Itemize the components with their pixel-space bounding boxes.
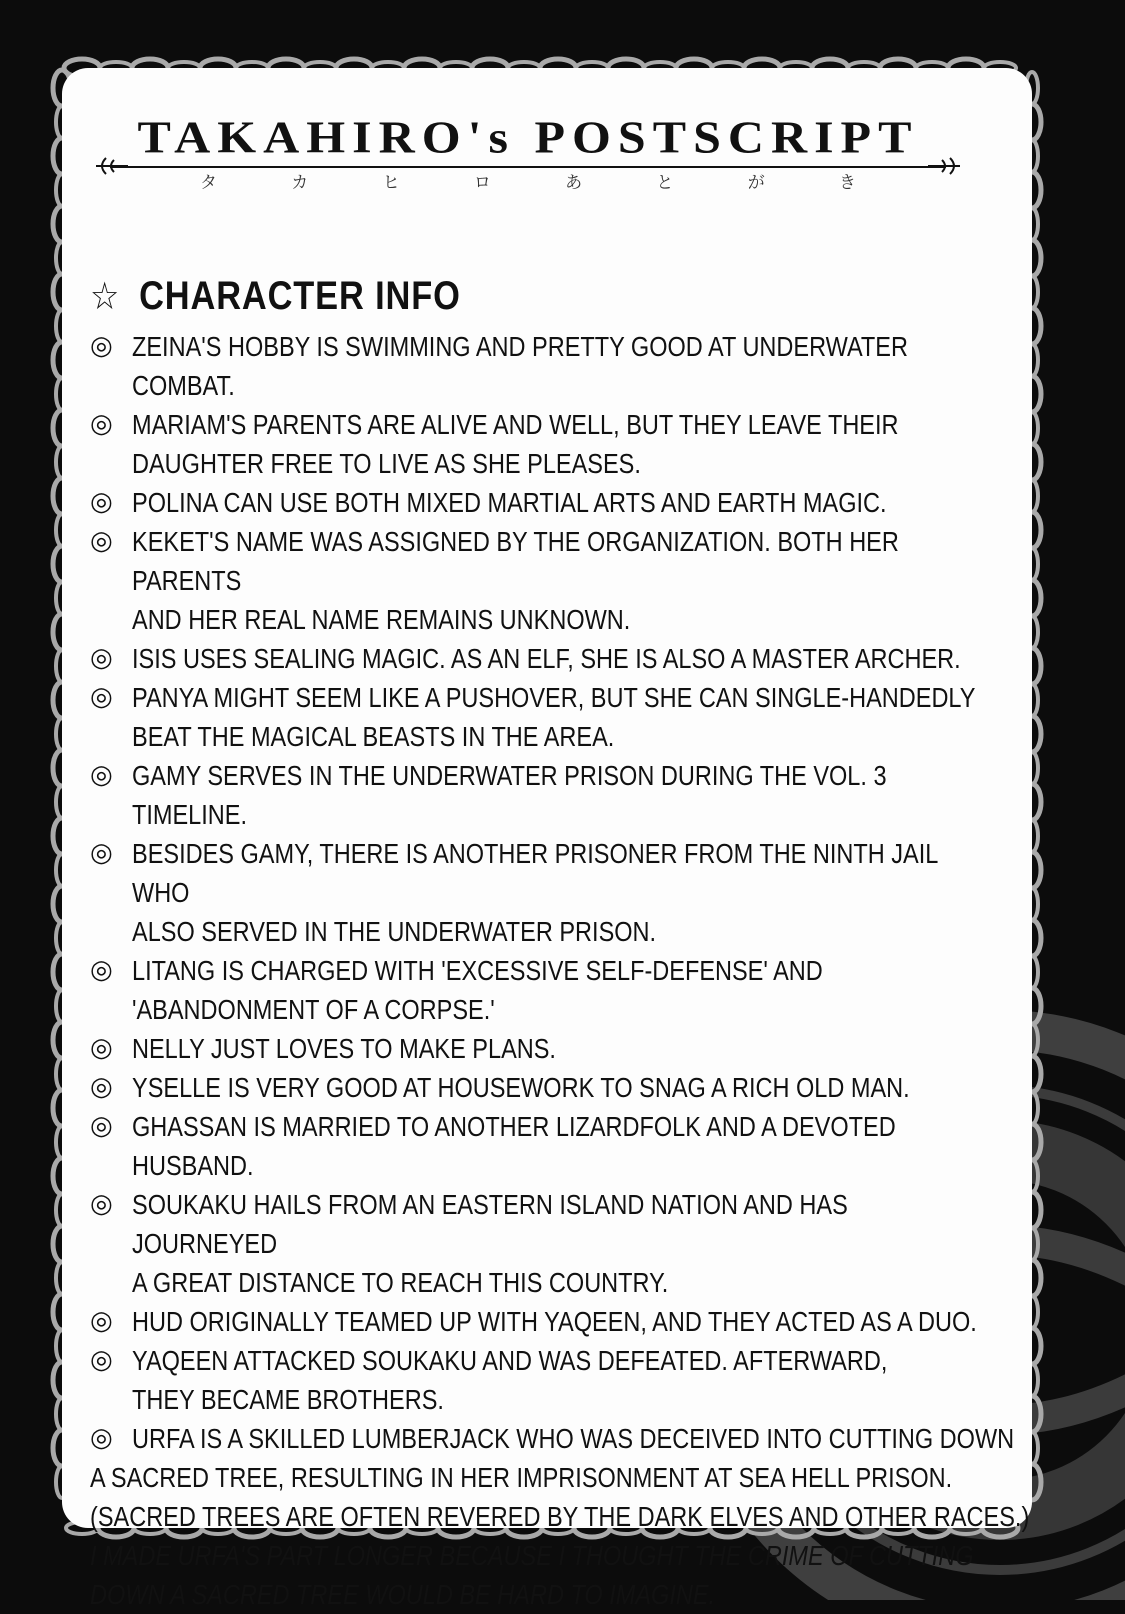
list-item [90,405,990,483]
list-item-text: NELLY JUST LOVES TO MAKE PLANS. [132,1033,556,1064]
bullet-icon: ◎ [90,838,113,868]
subtitle-char: ヒ [382,173,400,193]
list-item-text: POLINA CAN USE BOTH MIXED MARTIAL ARTS AND EARTH MAGIC. [132,487,887,518]
flourish-left-icon [94,152,130,180]
list-item [90,522,990,639]
character-info-list [90,327,1015,1458]
character-info-section [90,265,1030,1614]
list-item [90,951,990,1029]
page-title: TAKAHIRO's POSTSCRIPT [137,111,919,163]
author-note [90,1536,990,1614]
list-item-text: GHASSAN IS MARRIED TO ANOTHER LIZARDFOLK AND A DEVOTED HUSBAND. [132,1111,896,1181]
list-item-text: URFA IS A SKILLED LUMBERJACK WHO WAS DECEIVED INTO CUTTING DOWN [132,1423,1015,1454]
list-item-text: YSELLE IS VERY GOOD AT HOUSEWORK TO SNAG A RICH OLD MAN. [132,1072,910,1103]
list-item [90,1068,990,1107]
flourish-right-icon [926,152,962,180]
subtitle-char: と [656,173,674,193]
subtitle-char: ロ [473,173,491,193]
bullet-icon: ◎ [90,1306,113,1336]
bullet-icon: ◎ [90,1189,113,1219]
bullet-icon: ◎ [90,331,113,361]
subtitle-char: カ [291,173,309,193]
subtitle-char: あ [565,173,583,193]
bullet-icon: ◎ [90,409,113,439]
list-item-text: YAQEEN ATTACKED SOUKAKU AND WAS DEFEATED. AFTERWARD, THEY BECAME BROTHERS. [132,1345,888,1415]
list-item [90,327,990,405]
star-icon: ☆ [90,274,121,318]
japanese-subtitle [200,168,856,193]
list-item [90,639,990,678]
bullet-icon: ◎ [90,1423,113,1453]
bullet-icon: ◎ [90,955,113,985]
list-item-text: GAMY SERVES IN THE UNDERWATER PRISON DURING THE VOL. 3 TIMELINE. [132,760,887,830]
bullet-icon: ◎ [90,487,113,517]
bullet-icon: ◎ [90,760,113,790]
list-item-text: ZEINA'S HOBBY IS SWIMMING AND PRETTY GOOD AT UNDERWATER COMBAT. [132,331,908,401]
list-item [90,1107,990,1185]
list-item-text: PANYA MIGHT SEEM LIKE A PUSHOVER, BUT SHE CAN SINGLE-HANDEDLY BEAT THE MAGICAL BEASTS IN THE AREA. [132,682,976,752]
list-item [90,1341,990,1419]
list-item-text: KEKET'S NAME WAS ASSIGNED BY THE ORGANIZATION. BOTH HER PARENTS AND HER REAL NAME REMAINS UNKNOWN. [132,526,899,635]
list-item [90,834,990,951]
list-item-text: ISIS USES SEALING MAGIC. AS AN ELF, SHE IS ALSO A MASTER ARCHER. [132,643,961,674]
bullet-icon: ◎ [90,1072,113,1102]
author-note-line: I MADE URFA'S PART LONGER BECAUSE I THOUGHT THE CRIME OF CUTTING [90,1540,974,1571]
section-title-text: CHARACTER INFO [139,273,461,318]
bullet-icon: ◎ [90,1345,113,1375]
list-item [90,678,990,756]
subtitle-char: が [747,173,765,193]
list-item [90,1302,990,1341]
list-item-text: SOUKAKU HAILS FROM AN EASTERN ISLAND NATION AND HAS JOURNEYED A GREAT DISTANCE TO REACH THIS COUNTRY. [132,1189,848,1298]
subtitle-char: き [838,173,856,193]
list-item-text: MARIAM'S PARENTS ARE ALIVE AND WELL, BUT THEY LEAVE THEIR DAUGHTER FREE TO LIVE AS SHE PLEASES. [132,409,899,479]
list-item [90,1185,990,1302]
continuation-text [90,1458,1030,1536]
subtitle-char: タ [200,173,217,193]
author-note-line: DOWN A SACRED TREE WOULD BE HARD TO IMAGINE. [90,1579,716,1610]
list-item-text: HUD ORIGINALLY TEAMED UP WITH YAQEEN, AND THEY ACTED AS A DUO. [132,1306,977,1337]
bullet-icon: ◎ [90,682,113,712]
bullet-icon: ◎ [90,643,113,673]
list-item [90,1029,990,1068]
bullet-icon: ◎ [90,1033,113,1063]
list-item [90,483,990,522]
list-item-text: BESIDES GAMY, THERE IS ANOTHER PRISONER FROM THE NINTH JAIL WHO ALSO SERVED IN THE UNDERWATER PRISON. [132,838,938,947]
continuation-line: A SACRED TREE, RESULTING IN HER IMPRISONMENT AT SEA HELL PRISON. [90,1462,953,1493]
continuation-line: (SACRED TREES ARE OFTEN REVERED BY THE DARK ELVES AND OTHER RACES.) [90,1501,1030,1532]
bullet-icon: ◎ [90,1111,113,1141]
bullet-icon: ◎ [90,526,113,556]
list-item-text: LITANG IS CHARGED WITH 'EXCESSIVE SELF-DEFENSE' AND 'ABANDONMENT OF A CORPSE.' [132,955,823,1025]
postscript-header [88,108,968,198]
list-item [90,1419,1015,1458]
list-item [90,756,990,834]
section-heading [90,265,864,327]
